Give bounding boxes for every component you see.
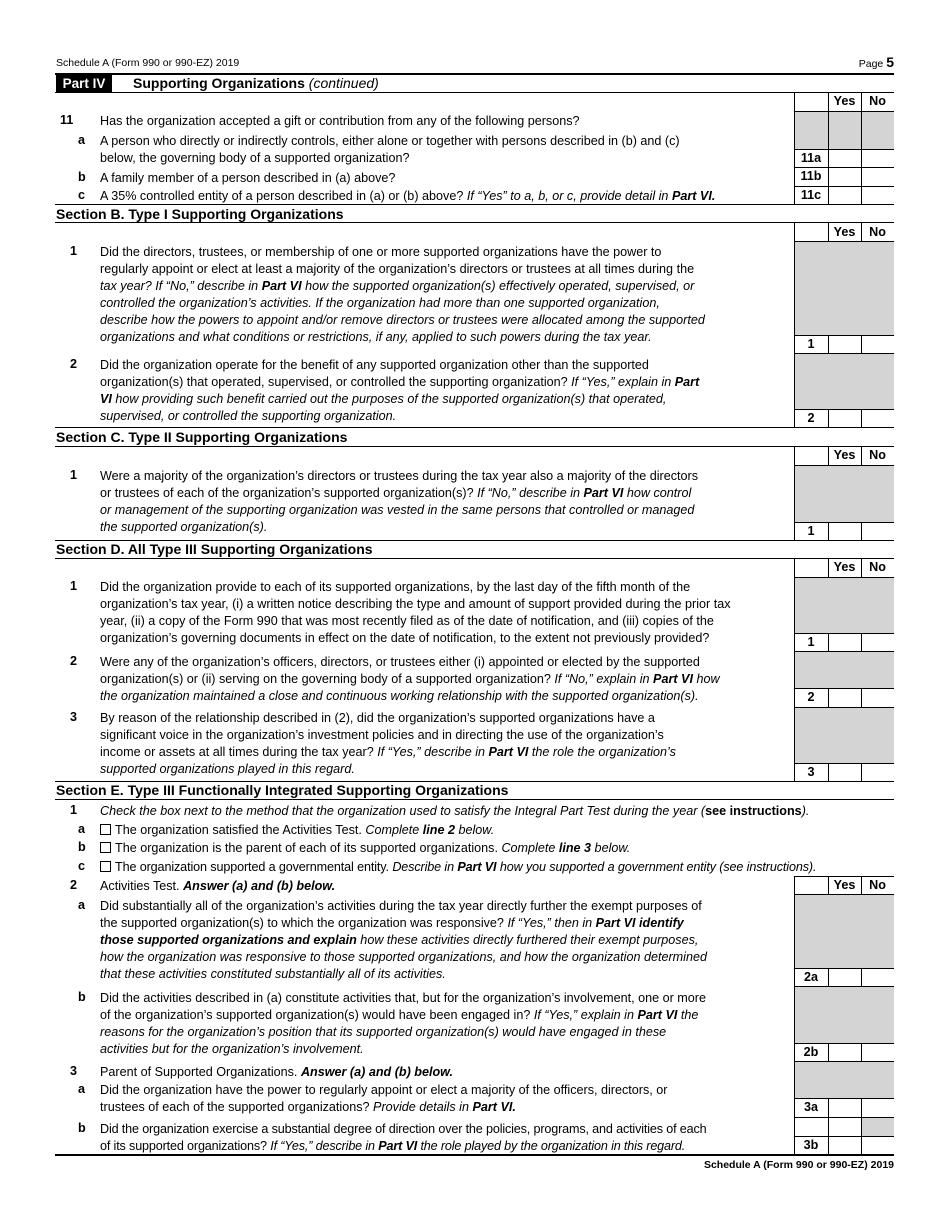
answer-b1-no[interactable] <box>862 336 894 353</box>
answer-e3b-no[interactable] <box>862 1137 894 1154</box>
section-e-q1b: The organization is the parent of each of its supported organizations. Complete line 3 below. <box>100 840 860 857</box>
answer-e2a-no[interactable] <box>862 969 894 986</box>
section-e-q3b-text: Did the organization exercise a substantial degree of direction over the policies, programs, and activities of each of its supported organizations? If “Yes,” describe in Part VI the role played by the organization in this regard. <box>100 1122 707 1153</box>
answer-b2-no[interactable] <box>862 410 894 427</box>
checkbox-1a[interactable] <box>100 824 111 835</box>
answer-b2-yes[interactable] <box>829 410 861 427</box>
section-d-q1-text: Did the organization provide to each of its supported organizations, by the last day of the fifth month of the organization’s tax year, (i) a written notice describing the type and amount of support provided during the prior tax year, (ii) a copy of the Form 990 that was most recently filed as of the date of notification, and (iii) copies of the organization’s governing documents in effect on the date of notification, to the extent not previously provided? <box>100 580 731 645</box>
section-d-title: Section D. All Type III Supporting Organizations <box>56 541 373 557</box>
section-e-q3a-text: Did the organization have the power to regularly appoint or elect a majority of the officers, directors, or trustees of each of the supported organizations? Provide details in Part VI. <box>100 1083 668 1114</box>
answer-e2b-no[interactable] <box>862 1044 894 1061</box>
part-label: Part IV <box>56 75 112 92</box>
answer-e3b-yes[interactable] <box>829 1137 861 1154</box>
q11-text: Has the organization accepted a gift or contribution from any of the following persons? <box>100 114 580 128</box>
section-e-q2a-text: Did substantially all of the organization’s activities during the tax year directly further the exempt purposes of the supported organization(s) to which the organization was responsive? If “Yes,” then in Part VI identify those supported organizations and explain how these activities directly furthered their exempt purposes, how the organization was responsive to those supported organizations, and how the organization determined that these activities constituted substantially all of its activities. <box>100 899 707 981</box>
section-b-q2-text: Did the organization operate for the benefit of any supported organization other than the supported organization(s) that operated, supervised, or controlled the supporting organization? If “Yes,” explain in Part VI how providing such benefit carried out the purposes of the supported organization(s) that operated, supervised, or controlled the supporting organization. <box>100 358 700 423</box>
q11b-text: A family member of a person described in (a) above? <box>100 171 396 185</box>
answer-e2a-yes[interactable] <box>829 969 861 986</box>
answer-e2b-yes[interactable] <box>829 1044 861 1061</box>
section-e-q3-text: Parent of Supported Organizations. Answer (a) and (b) below. <box>100 1065 454 1079</box>
answer-b1-yes[interactable] <box>829 336 861 353</box>
section-e-title: Section E. Type III Functionally Integrated Supporting Organizations <box>56 782 509 798</box>
page-number: Page 5 <box>858 54 894 70</box>
section-e-q1a: The organization satisfied the Activities Test. Complete line 2 below. <box>100 822 860 839</box>
answer-11a-no[interactable] <box>862 150 894 167</box>
checkbox-1b[interactable] <box>100 842 111 853</box>
section-e-q2b-text: Did the activities described in (a) constitute activities that, but for the organization’s involvement, one or more of the organization’s supported organization(s) would have been engaged in? If “Yes,” explain in Part VI the reasons for the organization’s position that its supported organization(s) would have engaged in these activities but for the organization’s involvement. <box>100 991 706 1056</box>
line-11a: 11a <box>800 151 822 165</box>
answer-d2-no[interactable] <box>862 689 894 707</box>
section-d-q2-text: Were any of the organization’s officers, directors, or trustees either (i) appointed or elected by the supported organization(s) or (ii) serving on the governing body of a supported organization? If “No,” explain in Part VI how the organization maintained a close and continuous working relationship with the supported organization(s). <box>100 655 720 703</box>
answer-d3-yes[interactable] <box>829 764 861 781</box>
section-e-q1-text: Check the box next to the method that the organization used to satisfy the Integral Part Test during the year (see instructions). <box>100 804 810 818</box>
answer-d1-no[interactable] <box>862 634 894 651</box>
section-c-q1-text: Were a majority of the organization’s directors or trustees during the tax year also a majority of the directors or trustees of each of the organization’s supported organization(s)? If “No,” describe in Part VI how control or management of the supporting organization was vested in the same persons that controlled or managed the supported organization(s). <box>100 469 699 534</box>
section-e-q2-text: Activities Test. Answer (a) and (b) below. <box>100 879 336 893</box>
answer-c1-yes[interactable] <box>829 523 861 540</box>
section-c-title: Section C. Type II Supporting Organizations <box>56 429 348 445</box>
line-11c: 11c <box>800 188 822 202</box>
answer-11a-yes[interactable] <box>829 150 861 167</box>
yes-header: Yes <box>833 94 856 108</box>
answer-e3a-yes[interactable] <box>829 1099 861 1117</box>
answer-11c-no[interactable] <box>862 187 894 204</box>
answer-d1-yes[interactable] <box>829 634 861 651</box>
section-b-title: Section B. Type I Supporting Organizations <box>56 206 344 222</box>
q11c-text: A 35% controlled entity of a person described in (a) or (b) above? If “Yes” to a, b, or c, provide detail in Part VI. <box>100 189 716 203</box>
answer-e3a-no[interactable] <box>862 1099 894 1117</box>
part-title: Supporting Organizations (continued) <box>133 75 379 91</box>
footer-form-name: Schedule A (Form 990 or 990-EZ) 2019 <box>703 1159 894 1171</box>
answer-c1-no[interactable] <box>862 523 894 540</box>
section-e-q1c: The organization supported a governmental entity. Describe in Part VI how you supported a government entity (see instructions). <box>100 859 892 876</box>
checkbox-1c[interactable] <box>100 861 111 872</box>
answer-11b-yes[interactable] <box>829 168 861 186</box>
q11a-text: A person who directly or indirectly controls, either alone or together with persons described in (b) and (c) below, the governing body of a supported organization? <box>100 134 680 165</box>
line-11b: 11b <box>800 169 822 183</box>
form-name: Schedule A (Form 990 or 990-EZ) 2019 <box>56 57 240 69</box>
section-b-q1-text: Did the directors, trustees, or membership of one or more supported organizations have the power to regularly appoint or elect at least a majority of the organization’s directors or trustees at all times during the tax year? If “No,” describe in Part VI how the supported organization(s) effectively operated, supervised, or controlled the organization’s activities. If the organization had more than one supported organization, describe how the powers to appoint and/or remove directors or trustees were allocated among the supported organizations and what conditions or restrictions, if any, applied to such powers during the tax year. <box>100 245 705 344</box>
answer-d2-yes[interactable] <box>829 689 861 707</box>
answer-11b-no[interactable] <box>862 168 894 186</box>
answer-d3-no[interactable] <box>862 764 894 781</box>
answer-11c-yes[interactable] <box>829 187 861 204</box>
no-header: No <box>869 94 886 108</box>
section-d-q3-text: By reason of the relationship described in (2), did the organization’s supported organizations have a significant voice in the organization’s investment policies and in directing the use of the organization’s income or assets at all times during the tax year? If “Yes,” describe in Part VI the role the organization’s supported organizations played in this regard. <box>100 711 676 776</box>
